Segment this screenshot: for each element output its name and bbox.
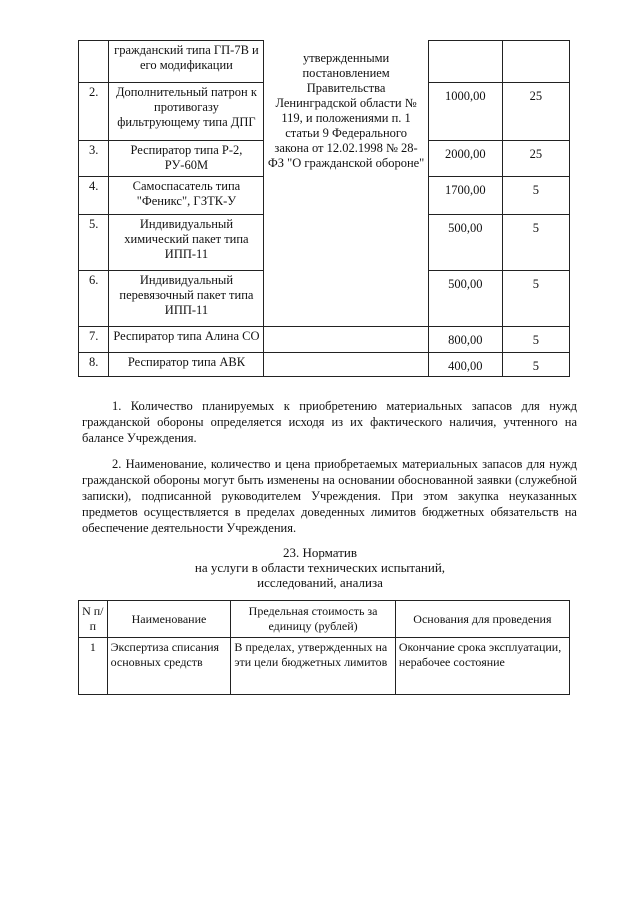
header-number: N п/п (79, 601, 108, 638)
note-paragraph-1: 1. Количество планируемых к приобретению материальных запасов для нужд гражданской обороны определяется исходя из их фактического наличия, учтенного на балансе Учреждения. (82, 399, 577, 445)
table-row (79, 638, 570, 695)
row-number: 1 (79, 638, 108, 695)
table-header-row (79, 601, 570, 638)
item-price: 800,00 (428, 327, 502, 353)
item-norm: 5 (502, 177, 569, 215)
item-price: 500,00 (428, 215, 502, 271)
item-norm: 5 (502, 271, 569, 327)
row-number: 6. (79, 271, 109, 327)
note-paragraph-2: 2. Наименование, количество и цена приобретаемых материальных запасов для нужд гражданской обороны могут быть изменены на основании обоснованной заявки (служебной записки), подписанной руководителем Учреждения. При этом закупка неуказанных предметов осуществляется в пределах доведенных лимитов бюджетных обязательств на обеспечение деятельности Учреждения. (82, 457, 577, 535)
row-number: 7. (79, 327, 109, 353)
item-price: 1700,00 (428, 177, 502, 215)
item-norm: 5 (502, 353, 569, 377)
item-name: Респиратор типа Р-2, РУ-60М (109, 141, 264, 177)
item-name: Индивидуальный химический пакет типа ИПП-11 (109, 215, 264, 271)
service-basis: Окончание срока эксплуатации, нерабочее состояние (395, 638, 569, 695)
row-number: 8. (79, 353, 109, 377)
section-title: 23. Норматив (282, 545, 358, 560)
table-row (79, 41, 570, 83)
row-number: 3. (79, 141, 109, 177)
section-subtitle: на услуги в области технических испытаний, (194, 560, 446, 575)
item-name: Индивидуальный перевязочный пакет типа ИПП-11 (109, 271, 264, 327)
item-name: Самоспасатель типа "Феникс", ГЗТК-У (109, 177, 264, 215)
equipment-table (78, 40, 570, 377)
row-number: 5. (79, 215, 109, 271)
service-cost: В пределах, утвержденных на эти цели бюджетных лимитов (231, 638, 395, 695)
item-name: гражданский типа ГП-7В и его модификации (109, 41, 264, 83)
item-name: Респиратор типа Алина СО (109, 327, 264, 353)
services-table (78, 600, 570, 695)
table-row (79, 353, 570, 377)
item-price (428, 41, 502, 83)
item-norm: 5 (502, 327, 569, 353)
header-name: Наименование (107, 601, 231, 638)
item-name: Респиратор типа АВК (109, 353, 264, 377)
basis-cell: утвержденными постановлением Правительства Ленинградской области № 119, и положениями п. 1 статьи 9 Федерального закона от 12.02.1998 № 28-ФЗ "О гражданской обороне" (264, 41, 428, 327)
item-norm (502, 41, 569, 83)
item-price: 500,00 (428, 271, 502, 327)
header-basis: Основания для проведения (395, 601, 569, 638)
section-subtitle-2: исследований, анализа (257, 575, 383, 590)
table-row (79, 327, 570, 353)
service-name: Экспертиза списания основных средств (107, 638, 231, 695)
row-number: 2. (79, 83, 109, 141)
item-norm: 25 (502, 141, 569, 177)
item-price: 1000,00 (428, 83, 502, 141)
row-number (79, 41, 109, 83)
empty-cell (264, 327, 428, 353)
header-cost: Предельная стоимость за единицу (рублей) (231, 601, 395, 638)
item-norm: 5 (502, 215, 569, 271)
item-norm: 25 (502, 83, 569, 141)
item-price: 2000,00 (428, 141, 502, 177)
item-name: Дополнительный патрон к противогазу фильтрующему типа ДПГ (109, 83, 264, 141)
item-price: 400,00 (428, 353, 502, 377)
empty-cell (264, 353, 428, 377)
row-number: 4. (79, 177, 109, 215)
